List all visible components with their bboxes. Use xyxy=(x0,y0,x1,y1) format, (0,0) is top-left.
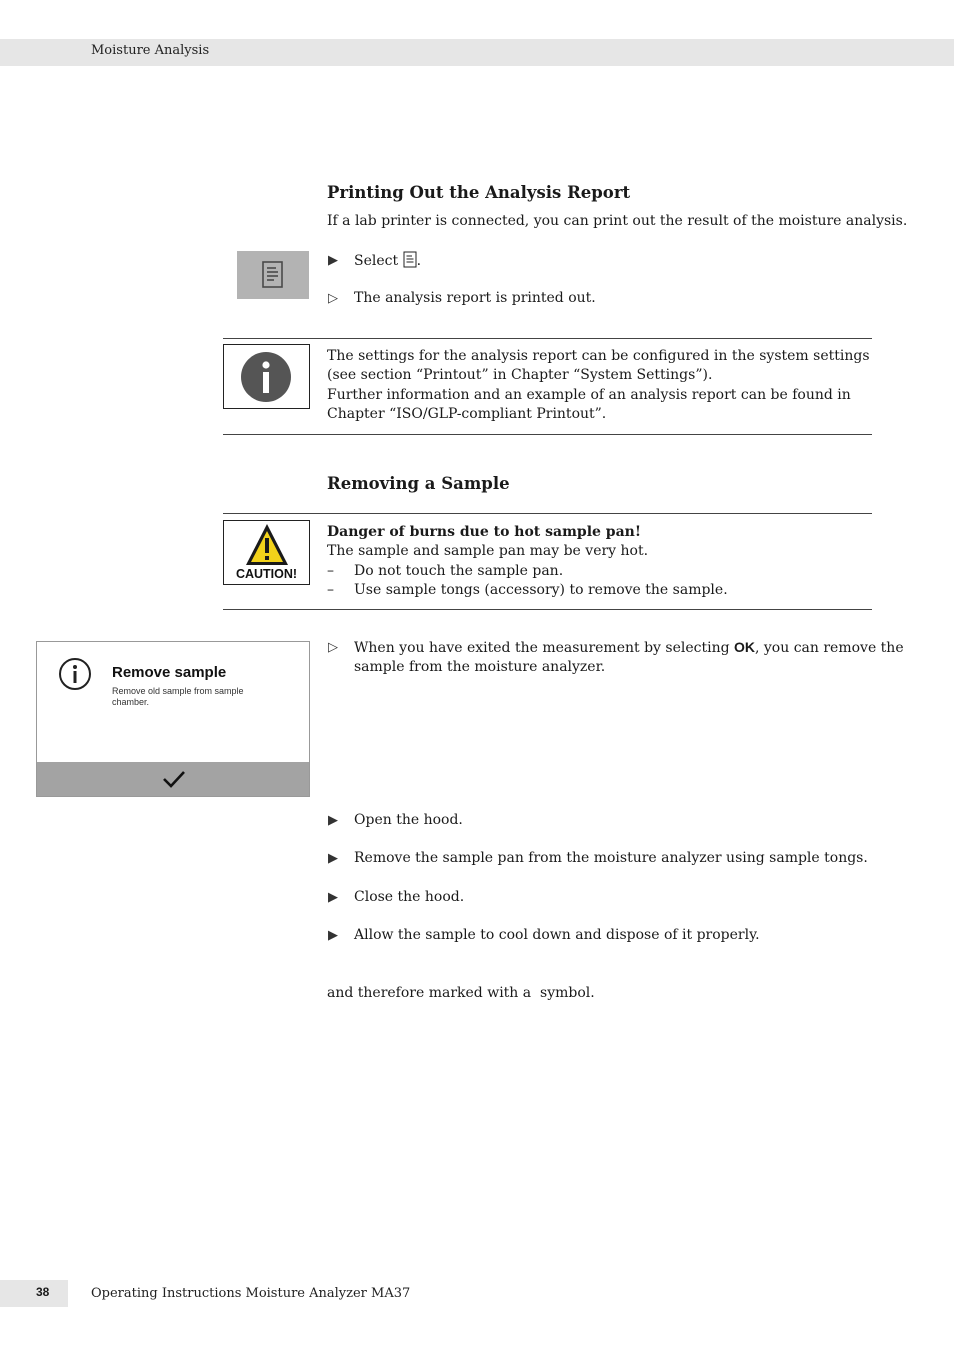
print-button-illustration xyxy=(237,251,309,299)
removing-step: Close the hood. xyxy=(354,889,465,905)
printing-intro: If a lab printer is connected, you can print out the result of the moisture analysis. xyxy=(327,213,908,229)
dialog-message xyxy=(112,686,244,708)
select-suffix: . xyxy=(416,253,422,269)
dialog-message-line: chamber. xyxy=(112,697,150,707)
info-icon xyxy=(58,657,92,691)
info-note-text xyxy=(327,347,870,424)
caution-icon-box xyxy=(223,520,310,585)
footer-title: Operating Instructions Moisture Analyzer MA37 xyxy=(91,1286,411,1301)
info-icon xyxy=(224,345,309,408)
removing-result xyxy=(354,638,904,658)
action-marker: ▶ xyxy=(328,928,338,943)
section-title-removing: Removing a Sample xyxy=(327,474,510,493)
select-step xyxy=(354,251,421,272)
result-marker: ▷ xyxy=(328,291,338,306)
info-note-icon-box xyxy=(223,344,310,409)
select-label: Select xyxy=(354,253,399,269)
caution-dash: – xyxy=(327,582,334,598)
action-marker: ▶ xyxy=(328,253,338,268)
action-marker: ▶ xyxy=(328,851,338,866)
print-report-icon xyxy=(237,251,309,299)
printing-result: The analysis report is printed out. xyxy=(354,290,596,306)
trailing-text: and therefore marked with a symbol. xyxy=(327,985,595,1001)
caution-label: CAUTION! xyxy=(235,567,298,581)
caution-bottom-rule xyxy=(223,609,872,610)
section-title-printing: Printing Out the Analysis Report xyxy=(327,183,631,202)
result-marker: ▷ xyxy=(328,640,338,655)
info-note-line: Chapter “ISO/GLP-compliant Printout”. xyxy=(327,405,607,422)
removing-step: Open the hood. xyxy=(354,812,463,828)
ok-keyword: OK xyxy=(734,639,755,655)
removing-result-suffix: , you can remove the xyxy=(755,640,904,656)
note-top-rule xyxy=(223,338,872,339)
caution-item: Use sample tongs (accessory) to remove the sample. xyxy=(354,582,728,598)
caution-dash: – xyxy=(327,563,334,579)
dialog-confirm-button[interactable] xyxy=(37,762,309,796)
action-marker: ▶ xyxy=(328,813,338,828)
dialog-title: Remove sample xyxy=(112,664,227,681)
info-note-line: Further information and an example of an analysis report can be found in xyxy=(327,386,851,403)
action-marker: ▶ xyxy=(328,890,338,905)
running-header: Moisture Analysis xyxy=(91,43,210,58)
print-report-icon xyxy=(403,251,417,268)
caution-item: Do not touch the sample pan. xyxy=(354,563,564,579)
page-number: 38 xyxy=(36,1285,50,1299)
remove-sample-dialog xyxy=(36,641,310,797)
note-bottom-rule xyxy=(223,434,872,435)
info-note-line: The settings for the analysis report can be configured in the system settings xyxy=(327,348,870,364)
caution-text: The sample and sample pan may be very hot. xyxy=(327,543,649,559)
checkmark-icon xyxy=(161,769,187,789)
removing-step: Allow the sample to cool down and dispose of it properly. xyxy=(354,927,760,943)
caution-top-rule xyxy=(223,513,872,514)
removing-step: Remove the sample pan from the moisture analyzer using sample tongs. xyxy=(354,850,868,866)
caution-heading: Danger of burns due to hot sample pan! xyxy=(327,524,641,540)
info-note-line: (see section “Printout” in Chapter “System Settings”). xyxy=(327,367,713,384)
removing-result-prefix: When you have exited the measurement by selecting xyxy=(354,640,730,656)
dialog-message-line: Remove old sample from sample xyxy=(112,686,244,696)
removing-result-line2: sample from the moisture analyzer. xyxy=(354,659,606,675)
